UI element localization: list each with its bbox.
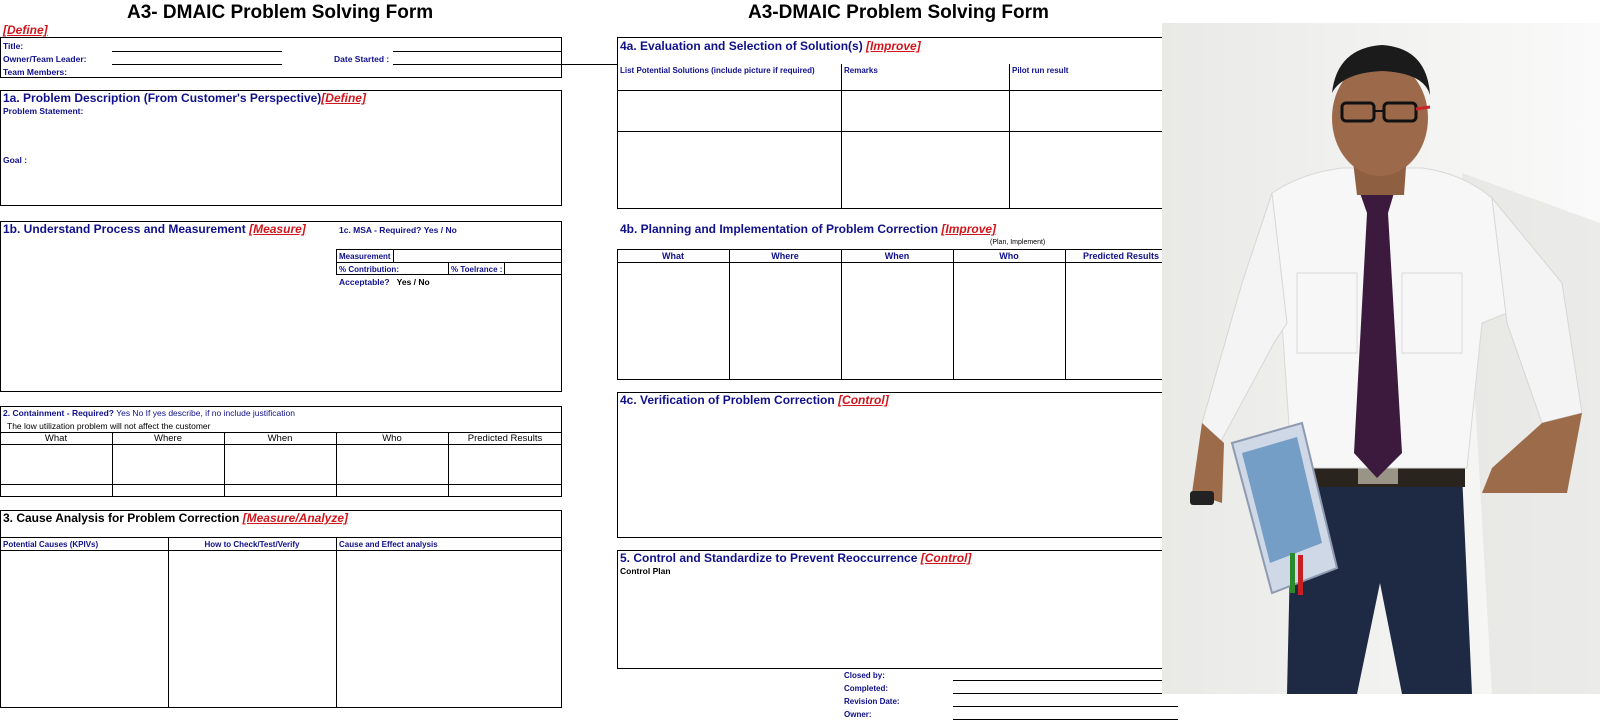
- section-5-title: 5. Control and Standardize to Prevent Reoccurrence: [620, 551, 918, 565]
- section-1b-heading: [3, 222, 306, 236]
- section-5-box: [617, 550, 1177, 669]
- control-plan-label: Control Plan: [620, 566, 671, 576]
- team-members-label: Team Members:: [3, 67, 68, 77]
- section-3-heading: [3, 511, 348, 525]
- containment-col-what: What: [44, 433, 68, 444]
- section-3-tag: [Measure/Analyze]: [242, 511, 349, 525]
- containment-col-who: Who: [382, 433, 402, 444]
- section-4b-title: 4b. Planning and Implementation of Problem Correction: [620, 222, 939, 236]
- section-4a-box: [617, 37, 1177, 209]
- plan-col-when: When: [884, 251, 910, 261]
- section-2-heading: [3, 408, 295, 418]
- section-1b-box: [0, 221, 562, 392]
- owner-field[interactable]: [112, 64, 282, 65]
- date-started-label: Date Started :: [334, 54, 390, 64]
- left-form-title: A3- DMAIC Problem Solving Form: [127, 2, 434, 23]
- contribution-label: % Contribution:: [339, 265, 399, 274]
- section-5-heading: [620, 551, 971, 565]
- watch: [1190, 491, 1214, 505]
- containment-col-predicted: Predicted Results: [467, 433, 543, 444]
- plan-col-predicted: Predicted Results: [1082, 251, 1160, 261]
- section-4b-heading: [620, 222, 996, 236]
- section-4b-sub: (Plan, Implement): [990, 239, 1046, 246]
- containment-note: The low utilization problem will not affect the customer: [7, 421, 211, 431]
- define-tag: [Define]: [3, 23, 48, 37]
- section-2-options: Yes No If yes describe, if no include justification: [116, 408, 295, 418]
- section-5-tag: [Control]: [920, 551, 972, 565]
- plan-col-where: Where: [771, 251, 799, 261]
- section-1a-box: [0, 90, 562, 206]
- person-illustration: [1162, 23, 1600, 694]
- section-1a-tag: [Define]: [321, 91, 366, 105]
- section-4a-heading: [620, 39, 921, 53]
- owner-label: Owner/Team Leader:: [3, 54, 87, 64]
- section-4c-title: 4c. Verification of Problem Correction: [620, 393, 835, 407]
- cause-col-effect: Cause and Effect analysis: [339, 540, 438, 549]
- section-3-title: 3. Cause Analysis for Problem Correction: [3, 511, 240, 525]
- revision-date-field[interactable]: [953, 706, 1178, 707]
- section-4a-tag: [Improve]: [866, 39, 921, 53]
- section-4c-heading: [620, 393, 889, 407]
- closed-by-label: Closed by:: [844, 671, 885, 680]
- section-4b-tag: [Improve]: [941, 222, 997, 236]
- title-label: Title:: [3, 41, 24, 51]
- person-photo: [1162, 23, 1600, 694]
- right-form-title: A3-DMAIC Problem Solving Form: [748, 2, 1049, 23]
- section-4a-title: 4a. Evaluation and Selection of Solution(s): [620, 39, 863, 53]
- goal-label: Goal :: [3, 155, 28, 165]
- date-started-field[interactable]: [393, 51, 561, 52]
- section-2-title: 2. Containment - Required?: [3, 408, 114, 418]
- section-4c-tag: [Control]: [838, 393, 889, 407]
- msa-label: [339, 225, 457, 235]
- tolerance-label: % Toelrance :: [451, 265, 503, 274]
- cause-col-check: How to Check/Test/Verify: [204, 540, 300, 549]
- section-1a-heading: [3, 91, 366, 105]
- revision-date-label: Revision Date:: [844, 697, 900, 706]
- section-1a-title: 1a. Problem Description (From Customer's Perspective): [3, 91, 322, 105]
- closed-by-field[interactable]: [953, 680, 1178, 681]
- solutions-col-list: List Potential Solutions (include picture if required): [620, 66, 815, 75]
- cause-col-potential: Potential Causes (KPIVs): [3, 540, 99, 549]
- owner-field-footer[interactable]: [953, 719, 1178, 720]
- section-1b-tag: [Measure]: [249, 222, 306, 236]
- completed-label: Completed:: [844, 684, 888, 693]
- acceptable-yes-no[interactable]: Yes / No: [396, 277, 430, 287]
- plan-col-what: What: [662, 251, 684, 261]
- acceptable-label: [339, 277, 430, 287]
- acceptable-question: Acceptable?: [339, 277, 390, 287]
- completed-field[interactable]: [953, 693, 1178, 694]
- section-4b-table: [617, 249, 1177, 380]
- containment-col-where: Where: [154, 433, 182, 444]
- section-1b-title: 1b. Understand Process and Measurement: [3, 222, 246, 236]
- title-field[interactable]: [112, 51, 282, 52]
- measurement-label: Measurement: [339, 252, 391, 261]
- problem-statement-label: Problem Statement:: [3, 106, 84, 116]
- msa-yes-no[interactable]: Yes / No: [423, 225, 457, 235]
- solutions-col-remarks: Remarks: [844, 66, 878, 75]
- containment-col-when: When: [267, 433, 293, 444]
- section-4c-box: [617, 392, 1177, 538]
- owner-label-footer: Owner:: [844, 710, 872, 719]
- msa-question: 1c. MSA - Required?: [339, 225, 422, 235]
- solutions-col-pilot: Pilot run result: [1012, 66, 1069, 75]
- plan-col-who: Who: [999, 251, 1019, 261]
